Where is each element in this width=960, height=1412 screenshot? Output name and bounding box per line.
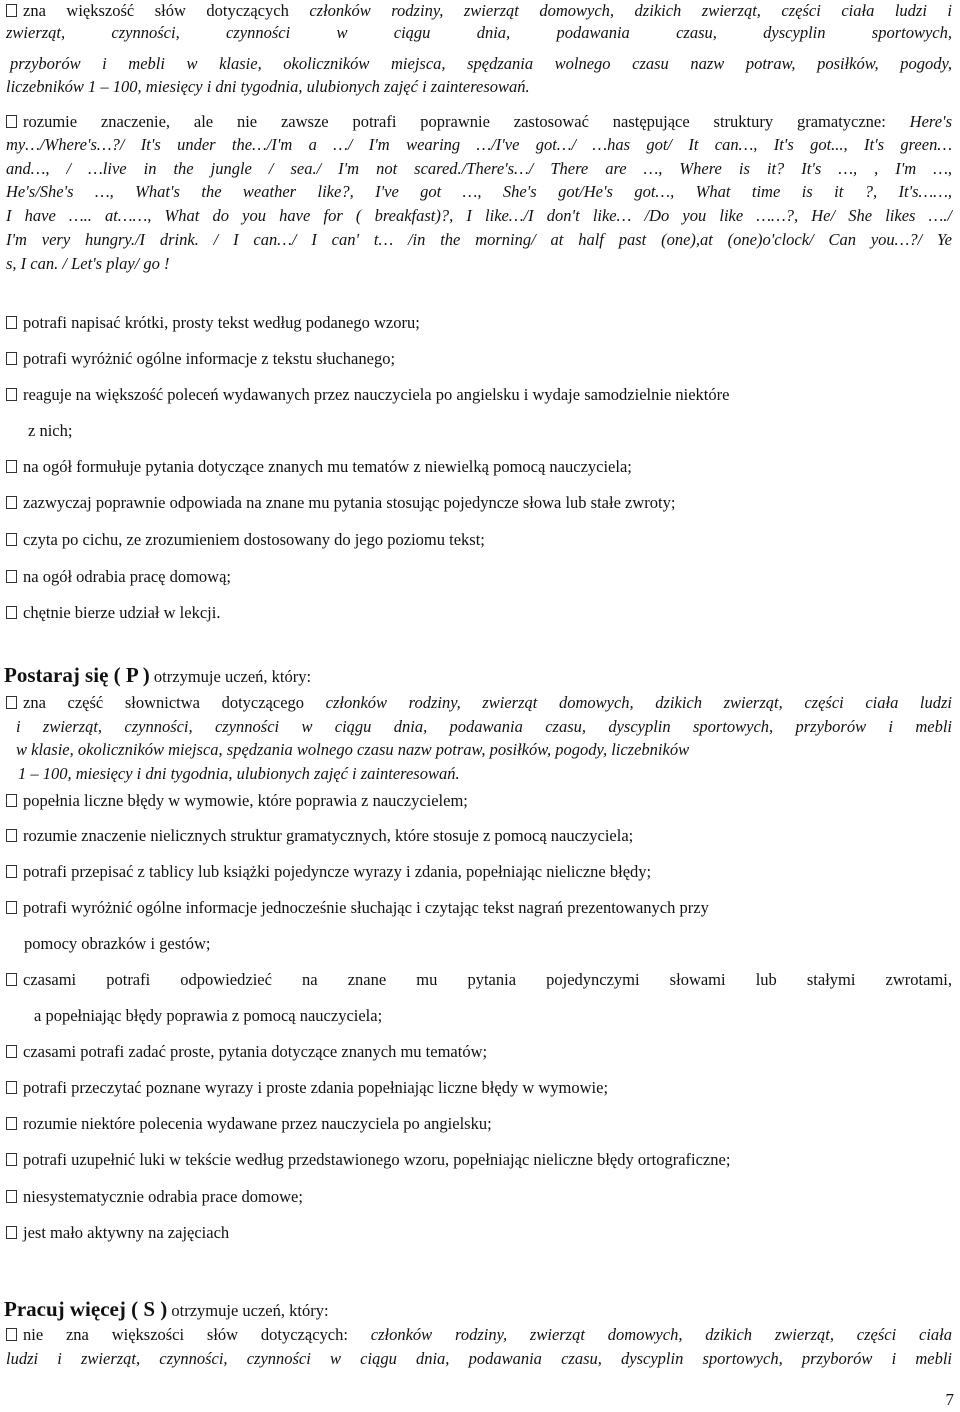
text-line: and…, / …live in the jungle / sea./ I'm not scared./There's…/ There are …, Where is it? It's …, , I'm …, (6, 159, 952, 178)
list-item: niesystematycznie odrabia prace domowe; (6, 1186, 952, 1208)
list-item-continuation: z nich; (28, 421, 73, 440)
square-bullet-icon (6, 865, 17, 878)
square-bullet-icon (6, 1153, 17, 1166)
list-item: potrafi przepisać z tablicy lub książki pojedyncze wyrazy i zdania, popełniając nieliczne błędy; (6, 861, 952, 883)
square-bullet-icon (6, 1226, 17, 1239)
text-line: przyborów i mebli w klasie, okoliczników miejsca, spędzania wolnego czasu nazw potraw, posiłków, pogody, (10, 54, 952, 73)
square-bullet-icon (6, 115, 17, 128)
list-item: reaguje na większość poleceń wydawanych przez nauczyciela po angielsku i wydaje samodzielnie niektóre (6, 384, 952, 406)
square-bullet-icon (6, 388, 17, 401)
square-bullet-icon (6, 1190, 17, 1203)
square-bullet-icon (6, 1328, 17, 1341)
list-item: potrafi wyróżnić ogólne informacje z tekstu słuchanego; (6, 348, 952, 370)
text-line: my…/Where's…?/ It's under the…/I'm a …/ I'm wearing …/I've got…/ …has got/ It can…, It's got..., It's green… (6, 135, 952, 154)
square-bullet-icon (6, 1117, 17, 1130)
section-heading: Pracuj więcej ( S ) otrzymuje uczeń, który: (4, 1297, 329, 1321)
page-number: 7 (945, 1390, 954, 1409)
square-bullet-icon (6, 1081, 17, 1094)
text-line: nie zna większości słów dotyczących: członków rodziny, zwierząt domowych, dzikich zwierząt, części ciała (6, 1324, 952, 1346)
list-item: jest mało aktywny na zajęciach (6, 1222, 952, 1244)
square-bullet-icon (6, 606, 17, 619)
square-bullet-icon (6, 570, 17, 583)
square-bullet-icon (6, 901, 17, 914)
list-item: na ogół odrabia pracę domową; (6, 566, 952, 588)
list-item: czyta po cichu, ze zrozumieniem dostosowany do jego poziomu tekst; (6, 529, 952, 551)
list-item: rozumie niektóre polecenia wydawane przez nauczyciela po angielsku; (6, 1113, 952, 1135)
text-line: zna część słownictwa dotyczącego członków rodziny, zwierząt domowych, dzikich zwierząt, części ciała ludzi (6, 692, 952, 714)
square-bullet-icon (6, 352, 17, 365)
list-item: rozumie znaczenie nielicznych struktur gramatycznych, które stosuje z pomocą nauczyciela; (6, 825, 952, 847)
square-bullet-icon (6, 973, 17, 986)
square-bullet-icon (6, 496, 17, 509)
square-bullet-icon (6, 829, 17, 842)
section-heading: Postaraj się ( P ) otrzymuje uczeń, który: (4, 663, 312, 687)
square-bullet-icon (6, 316, 17, 329)
list-item: czasami potrafi odpowiedzieć na znane mu pytania pojedynczymi słowami lub stałymi zwrotami, (6, 969, 952, 991)
list-item: potrafi przeczytać poznane wyrazy i proste zdania popełniając liczne błędy w wymowie; (6, 1077, 952, 1099)
list-item-continuation: pomocy obrazków i gestów; (24, 934, 211, 953)
square-bullet-icon (6, 696, 17, 709)
list-item: czasami potrafi zadać proste, pytania dotyczące znanych mu tematów; (6, 1041, 952, 1063)
list-item: zazwyczaj poprawnie odpowiada na znane mu pytania stosując pojedyncze słowa lub stałe zwroty; (6, 492, 952, 514)
square-bullet-icon (6, 794, 17, 807)
list-item: na ogół formułuje pytania dotyczące znanych mu tematów z niewielką pomocą nauczyciela; (6, 456, 952, 478)
square-bullet-icon (6, 4, 17, 17)
text-line: zna większość słów dotyczących członków rodziny, zwierząt domowych, dzikich zwierząt, części ciała ludzi i (6, 0, 952, 22)
text-line: zwierząt, czynności, czynności w ciągu dnia, podawania czasu, dyscyplin sportowych, (6, 23, 952, 42)
square-bullet-icon (6, 533, 17, 546)
text-line: He's/She's …, What's the weather like?, I've got …, She's got/He's got…, What time is it ?, It's……, (6, 182, 952, 201)
text-line: s, I can. / Let's play/ go ! (6, 254, 170, 273)
text-line: w klasie, okoliczników miejsca, spędzania wolnego czasu nazw potraw, posiłków, pogody, liczebników (16, 740, 690, 759)
text-line: 1 – 100, miesięcy i dni tygodnia, ulubionych zajęć i zainteresowań. (18, 764, 460, 783)
text-line: I'm very hungry./I drink. / I can…/ I can' t… /in the morning/ at half past (one),at (one)o'clock/ Can you…?/ Ye (6, 230, 952, 249)
list-item: potrafi napisać krótki, prosty tekst według podanego wzoru; (6, 312, 952, 334)
text-line: i zwierząt, czynności, czynności w ciągu dnia, podawania czasu, dyscyplin sportowych, przyborów i mebli (16, 717, 952, 736)
square-bullet-icon (6, 1045, 17, 1058)
list-item: potrafi wyróżnić ogólne informacje jednocześnie słuchając i czytając tekst nagrań prezentowanych przy (6, 897, 952, 919)
list-item-continuation: a popełniając błędy poprawia z pomocą nauczyciela; (34, 1006, 383, 1025)
list-item: chętnie bierze udział w lekcji. (6, 602, 952, 624)
text-line: I have ….. at……, What do you have for ( breakfast)?, I like…/I don't like… /Do you like ……?, He/ She likes …./ (6, 206, 952, 225)
text-line: ludzi i zwierząt, czynności, czynności w ciągu dnia, podawania czasu, dyscyplin sportowych, przyborów i mebli (6, 1349, 952, 1368)
list-item: potrafi uzupełnić luki w tekście według przedstawionego wzoru, popełniając nieliczne błędy ortograficzne; (6, 1149, 952, 1171)
list-item: popełnia liczne błędy w wymowie, które poprawia z nauczycielem; (6, 790, 952, 812)
text-line: rozumie znaczenie, ale nie zawsze potrafi poprawnie zastosować następujące struktury gramatyczne: Here's (6, 111, 952, 133)
square-bullet-icon (6, 460, 17, 473)
text-line: liczebników 1 – 100, miesięcy i dni tygodnia, ulubionych zajęć i zainteresowań. (6, 77, 530, 96)
